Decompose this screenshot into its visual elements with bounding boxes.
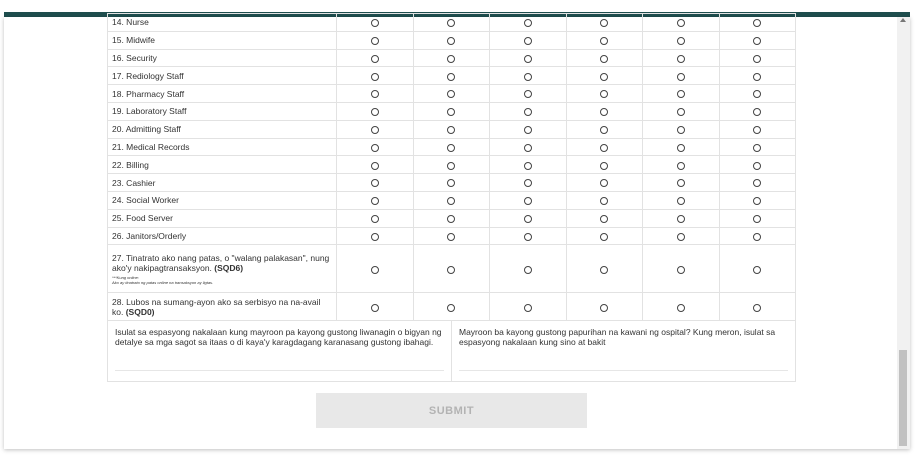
question-label: 22. Billing (112, 159, 149, 170)
question-label: 23. Cashier (112, 177, 156, 188)
rating-radio[interactable] (524, 19, 532, 27)
rating-radio[interactable] (677, 266, 685, 274)
comments-section (107, 320, 796, 382)
rating-radio[interactable] (600, 144, 608, 152)
rating-cell (566, 102, 643, 120)
rating-cell (337, 31, 414, 49)
rating-cell (413, 227, 490, 245)
rating-cell (413, 293, 490, 321)
rating-cell (643, 245, 720, 293)
rating-radio[interactable] (677, 304, 685, 312)
question-cell (108, 85, 337, 103)
question-label: 26. Janitors/Orderly (112, 230, 187, 241)
question-label: 20. Admitting Staff (112, 124, 181, 135)
rating-radio[interactable] (753, 233, 761, 241)
rating-radio[interactable] (371, 37, 379, 45)
table-row (108, 156, 796, 174)
question-cell (108, 209, 337, 227)
rating-radio[interactable] (677, 144, 685, 152)
rating-cell (719, 209, 796, 227)
table-row (108, 138, 796, 156)
submit-button[interactable]: SUBMIT (316, 393, 587, 428)
rating-cell (413, 31, 490, 49)
rating-radio[interactable] (524, 37, 532, 45)
rating-radio[interactable] (677, 197, 685, 205)
rating-cell (490, 227, 567, 245)
rating-radio[interactable] (447, 108, 455, 116)
rating-cell (719, 85, 796, 103)
rating-cell (490, 102, 567, 120)
rating-cell (566, 14, 643, 32)
rating-radio[interactable] (753, 55, 761, 63)
rating-cell (337, 227, 414, 245)
rating-radio[interactable] (677, 126, 685, 134)
table-row (108, 227, 796, 245)
rating-cell (643, 191, 720, 209)
question-cell (108, 67, 337, 85)
rating-cell (643, 120, 720, 138)
question-label: 14. Nurse (112, 17, 149, 28)
rating-cell (337, 85, 414, 103)
rating-radio[interactable] (447, 266, 455, 274)
rating-radio[interactable] (600, 126, 608, 134)
rating-radio[interactable] (677, 215, 685, 223)
rating-radio[interactable] (753, 19, 761, 27)
rating-cell (490, 245, 567, 293)
question-code: (SQD0) (123, 306, 155, 317)
rating-cell (643, 174, 720, 192)
rating-cell (413, 245, 490, 293)
rating-radio[interactable] (753, 126, 761, 134)
rating-radio[interactable] (677, 37, 685, 45)
rating-radio[interactable] (447, 90, 455, 98)
rating-radio[interactable] (753, 108, 761, 116)
rating-radio[interactable] (371, 19, 379, 27)
question-label: 24. Social Worker (112, 195, 179, 206)
rating-cell (719, 156, 796, 174)
rating-cell (719, 191, 796, 209)
rating-cell (566, 156, 643, 174)
rating-cell (566, 120, 643, 138)
rating-radio[interactable] (371, 304, 379, 312)
rating-cell (643, 138, 720, 156)
rating-radio[interactable] (600, 55, 608, 63)
rating-radio[interactable] (524, 233, 532, 241)
rating-cell (643, 293, 720, 321)
rating-radio[interactable] (600, 304, 608, 312)
rating-cell (490, 293, 567, 321)
rating-radio[interactable] (371, 197, 379, 205)
question-cell (108, 31, 337, 49)
rating-cell (643, 85, 720, 103)
question-label: 27. Tinatrato ako nang patas, o "walang palakasan", nung ako'y nakipagtransaksyon. (SQD6) (112, 252, 330, 273)
rating-cell (413, 49, 490, 67)
rating-cell (413, 156, 490, 174)
question-note: ***Kung online: (112, 274, 139, 280)
rating-radio[interactable] (524, 144, 532, 152)
comment-prompt-clarify: Isulat sa espasyong nakalaan kung mayroon pa kayong gustong liwanagin o bigyan ng detalye sa mga sagot sa itaas o di kaya'y karagdagang karanasang gustong ibahagi. (115, 327, 442, 347)
rating-cell (490, 174, 567, 192)
rating-radio[interactable] (600, 108, 608, 116)
rating-cell (490, 209, 567, 227)
rating-radio[interactable] (677, 233, 685, 241)
rating-radio[interactable] (371, 215, 379, 223)
question-cell (108, 245, 337, 293)
rating-cell (490, 138, 567, 156)
rating-cell (643, 14, 720, 32)
rating-cell (566, 31, 643, 49)
rating-radio[interactable] (447, 126, 455, 134)
table-row (108, 120, 796, 138)
rating-cell (337, 209, 414, 227)
rating-cell (719, 67, 796, 85)
rating-cell (413, 85, 490, 103)
rating-radio[interactable] (371, 73, 379, 81)
rating-radio[interactable] (600, 19, 608, 27)
rating-radio[interactable] (600, 215, 608, 223)
rating-radio[interactable] (371, 108, 379, 116)
rating-cell (643, 156, 720, 174)
rating-radio[interactable] (524, 266, 532, 274)
rating-cell (566, 191, 643, 209)
rating-cell (719, 227, 796, 245)
question-label: 25. Food Server (112, 213, 173, 224)
rating-radio[interactable] (753, 179, 761, 187)
rating-cell (566, 67, 643, 85)
rating-radio[interactable] (600, 90, 608, 98)
rating-cell (719, 138, 796, 156)
rating-cell (643, 209, 720, 227)
rating-cell (566, 293, 643, 321)
rating-cell (490, 31, 567, 49)
rating-radio[interactable] (371, 233, 379, 241)
rating-radio[interactable] (524, 179, 532, 187)
rating-radio[interactable] (600, 233, 608, 241)
rating-radio[interactable] (371, 179, 379, 187)
rating-cell (490, 191, 567, 209)
rating-cell (643, 102, 720, 120)
rating-radio[interactable] (371, 55, 379, 63)
rating-radio[interactable] (371, 126, 379, 134)
rating-cell (413, 191, 490, 209)
rating-radio[interactable] (677, 162, 685, 170)
question-cell (108, 227, 337, 245)
rating-cell (413, 209, 490, 227)
rating-cell (643, 49, 720, 67)
rating-cell (566, 49, 643, 67)
rating-cell (719, 14, 796, 32)
question-cell (108, 174, 337, 192)
rating-radio[interactable] (447, 197, 455, 205)
rating-radio[interactable] (371, 90, 379, 98)
comment-input-praise[interactable] (459, 370, 788, 371)
rating-cell (337, 245, 414, 293)
question-cell (108, 156, 337, 174)
table-row (108, 293, 796, 321)
rating-radio[interactable] (677, 19, 685, 27)
rating-cell (566, 227, 643, 245)
rating-radio[interactable] (371, 266, 379, 274)
rating-radio[interactable] (600, 73, 608, 81)
rating-cell (643, 31, 720, 49)
rating-cell (719, 174, 796, 192)
question-label: 17. Rediology Staff (112, 70, 184, 81)
rating-cell (413, 67, 490, 85)
rating-cell (490, 14, 567, 32)
rating-cell (413, 14, 490, 32)
question-label: 28. Lubos na sumang-ayon ako sa serbisyo na na-avail ko. (SQD0) (112, 296, 321, 317)
table-row (108, 191, 796, 209)
rating-cell (413, 120, 490, 138)
rating-radio[interactable] (447, 55, 455, 63)
rating-radio[interactable] (677, 108, 685, 116)
rating-cell (490, 49, 567, 67)
rating-radio[interactable] (524, 162, 532, 170)
rating-cell (490, 156, 567, 174)
rating-cell (719, 120, 796, 138)
rating-cell (490, 120, 567, 138)
table-row (108, 245, 796, 293)
rating-cell (337, 174, 414, 192)
rating-cell (337, 293, 414, 321)
rating-radio[interactable] (447, 19, 455, 27)
question-label: 19. Laboratory Staff (112, 106, 187, 117)
question-cell (108, 102, 337, 120)
rating-radio[interactable] (753, 162, 761, 170)
rating-cell (413, 138, 490, 156)
rating-radio[interactable] (371, 162, 379, 170)
comment-box-clarify[interactable] (108, 321, 451, 381)
rating-cell (490, 67, 567, 85)
rating-table (107, 13, 796, 321)
rating-cell (337, 14, 414, 32)
question-code: (SQD6) (211, 262, 244, 273)
rating-radio[interactable] (524, 197, 532, 205)
rating-radio[interactable] (600, 162, 608, 170)
question-cell (108, 138, 337, 156)
rating-cell (643, 227, 720, 245)
rating-radio[interactable] (753, 73, 761, 81)
rating-radio[interactable] (447, 144, 455, 152)
scroll-up-arrow-icon[interactable] (900, 18, 906, 22)
rating-radio[interactable] (447, 179, 455, 187)
rating-cell (719, 49, 796, 67)
rating-radio[interactable] (753, 144, 761, 152)
question-label: 18. Pharmacy Staff (112, 88, 185, 99)
rating-cell (643, 67, 720, 85)
scrollbar-thumb[interactable] (899, 350, 907, 446)
question-cell (108, 49, 337, 67)
table-row (108, 85, 796, 103)
rating-radio[interactable] (677, 179, 685, 187)
rating-radio[interactable] (600, 37, 608, 45)
rating-cell (566, 138, 643, 156)
question-cell (108, 120, 337, 138)
question-cell (108, 14, 337, 32)
rating-radio[interactable] (371, 144, 379, 152)
table-row (108, 102, 796, 120)
rating-cell (719, 293, 796, 321)
rating-radio[interactable] (677, 73, 685, 81)
rating-cell (490, 85, 567, 103)
rating-cell (413, 174, 490, 192)
rating-radio[interactable] (447, 37, 455, 45)
rating-radio[interactable] (677, 55, 685, 63)
comment-input-clarify[interactable] (115, 370, 444, 371)
rating-radio[interactable] (753, 304, 761, 312)
rating-cell (337, 49, 414, 67)
rating-cell (566, 85, 643, 103)
rating-cell (719, 31, 796, 49)
table-row (108, 49, 796, 67)
rating-cell (719, 245, 796, 293)
rating-radio[interactable] (524, 215, 532, 223)
rating-radio[interactable] (753, 215, 761, 223)
rating-radio[interactable] (447, 304, 455, 312)
table-row (108, 31, 796, 49)
question-cell (108, 293, 337, 321)
rating-radio[interactable] (524, 73, 532, 81)
rating-radio[interactable] (753, 90, 761, 98)
rating-radio[interactable] (600, 266, 608, 274)
rating-radio[interactable] (524, 126, 532, 134)
rating-cell (337, 138, 414, 156)
question-note: Ako ay tinatrato ng patas online na transaksyon ay ligtas. (112, 279, 214, 285)
rating-cell (566, 174, 643, 192)
rating-radio[interactable] (524, 90, 532, 98)
rating-cell (337, 191, 414, 209)
question-label: 16. Security (112, 52, 157, 63)
rating-cell (719, 102, 796, 120)
rating-radio[interactable] (524, 108, 532, 116)
table-row (108, 209, 796, 227)
rating-cell (337, 156, 414, 174)
rating-radio[interactable] (447, 73, 455, 81)
rating-cell (337, 67, 414, 85)
rating-radio[interactable] (753, 266, 761, 274)
rating-radio[interactable] (753, 197, 761, 205)
question-label: 15. Midwife (112, 35, 155, 46)
rating-radio[interactable] (524, 55, 532, 63)
comment-box-praise[interactable] (451, 321, 795, 381)
rating-radio[interactable] (447, 215, 455, 223)
rating-radio[interactable] (600, 197, 608, 205)
rating-radio[interactable] (753, 37, 761, 45)
rating-radio[interactable] (677, 90, 685, 98)
question-cell (108, 191, 337, 209)
rating-radio[interactable] (447, 233, 455, 241)
table-row (108, 14, 796, 32)
rating-cell (566, 209, 643, 227)
rating-radio[interactable] (600, 179, 608, 187)
rating-cell (337, 120, 414, 138)
rating-radio[interactable] (524, 304, 532, 312)
rating-cell (337, 102, 414, 120)
table-row (108, 67, 796, 85)
question-label: 21. Medical Records (112, 141, 190, 152)
rating-radio[interactable] (447, 162, 455, 170)
comment-prompt-praise: Mayroon ba kayong gustong papurihan na kawani ng ospital? Kung meron, isulat sa espasyong nakalaan kung sino at bakit (459, 327, 776, 347)
rating-cell (413, 102, 490, 120)
rating-cell (566, 245, 643, 293)
table-row (108, 174, 796, 192)
